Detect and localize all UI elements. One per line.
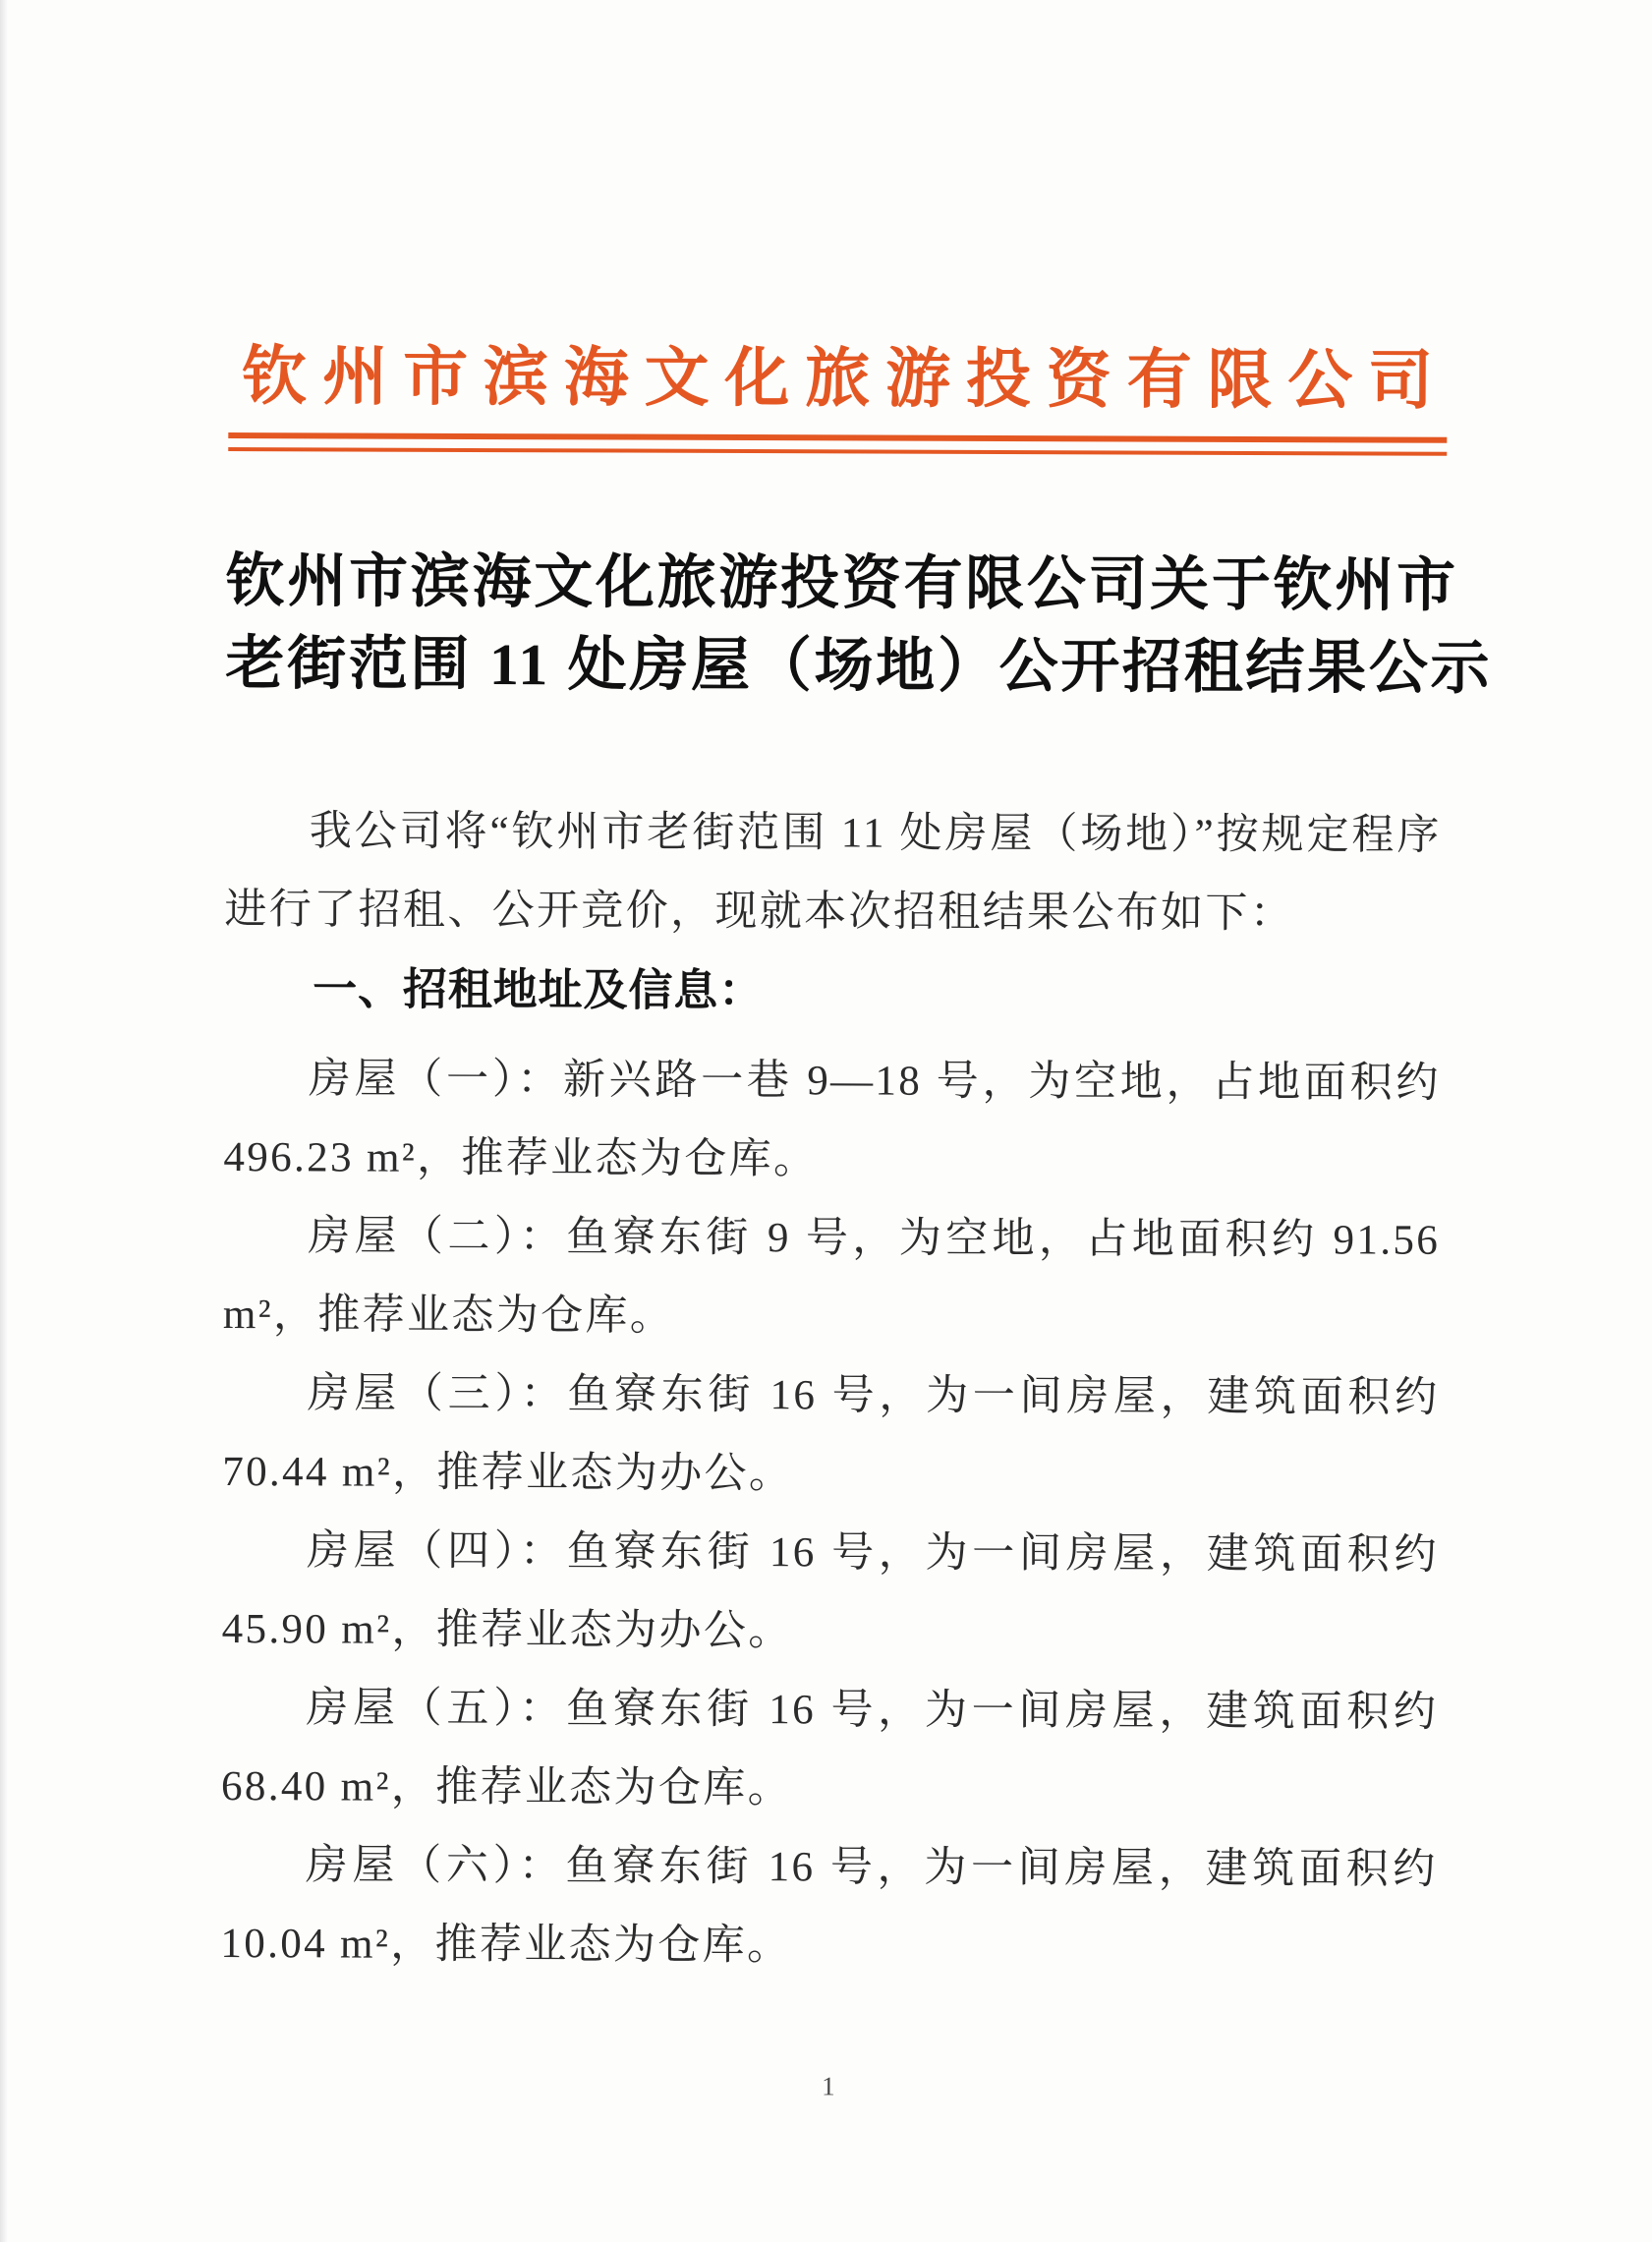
listing-item-house-1: 房屋（一）：新兴路一巷 9—18 号，为空地，占地面积约 496.23 m²，推荐业态为仓库。 bbox=[223, 1056, 1441, 1183]
listing-item-house-4: 房屋（四）：鱼寮东街 16 号，为一间房屋，建筑面积约 45.90 m²，推荐业态为办公。 bbox=[221, 1527, 1440, 1655]
document-body bbox=[220, 792, 1442, 1988]
listing-item-house-5: 房屋（五）：鱼寮东街 16 号，为一间房屋，建筑面积约 68.40 m²，推荐业态为仓库。 bbox=[220, 1685, 1439, 1812]
page-number: 1 bbox=[822, 2071, 835, 2101]
company-letterhead: 钦州市滨海文化旅游投资有限公司 bbox=[242, 341, 1450, 418]
letterhead-divider-top-rule bbox=[228, 432, 1447, 443]
listing-item-house-2: 房屋（二）：鱼寮东街 9 号，为空地，占地面积约 91.56 m²，推荐业态为仓库。 bbox=[222, 1213, 1441, 1340]
section-1-heading: 一、招租地址及信息： bbox=[313, 963, 765, 1016]
intro-paragraph: 我公司将“钦州市老街范围 11 处房屋（场地）”按规定程序进行了招租、公开竞价，现就本次招租结果公布如下： bbox=[224, 808, 1442, 938]
listing-item-house-3: 房屋（三）：鱼寮东街 16 号，为一间房屋，建筑面积约 70.44 m²，推荐业态为办公。 bbox=[222, 1370, 1440, 1498]
letterhead-divider-bottom-rule bbox=[228, 447, 1447, 456]
document-title bbox=[225, 540, 1493, 710]
listing-item-house-6: 房屋（六）：鱼寮东街 16 号，为一间房屋，建筑面积约 10.04 m²，推荐业态为仓库。 bbox=[220, 1842, 1438, 1970]
document-title-line-1: 钦州市滨海文化旅游投资有限公司关于钦州市 bbox=[225, 547, 1458, 618]
document-title-line-2: 老街范围 11 处房屋（场地）公开招租结果公示 bbox=[225, 630, 1493, 701]
document-content bbox=[220, 0, 1493, 2101]
